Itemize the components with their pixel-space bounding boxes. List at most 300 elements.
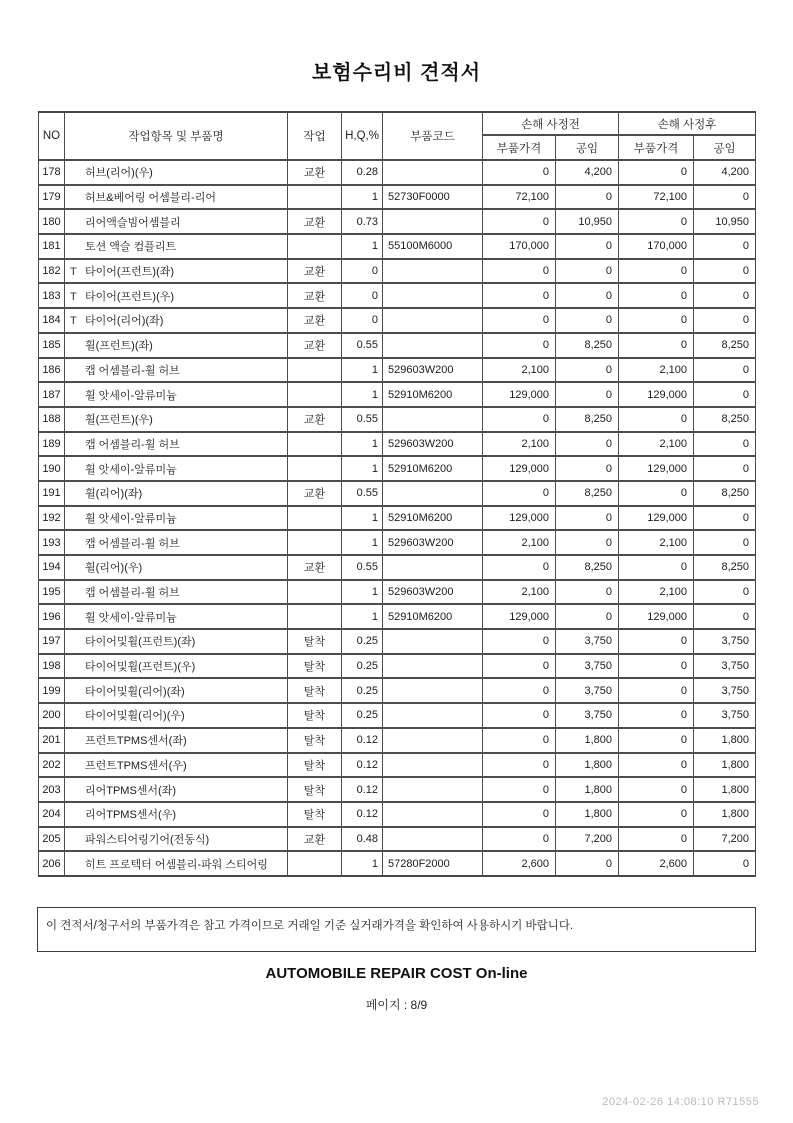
row-item-name xyxy=(65,629,288,654)
table-row xyxy=(39,259,756,284)
row-item-label: 타이어(리어)(좌) xyxy=(85,315,164,328)
row-no: 184 xyxy=(39,308,65,333)
row-item-name xyxy=(65,604,288,629)
timestamp-watermark: 2024-02-26 14:08:10 R71555 xyxy=(602,1096,759,1108)
row-work-type: 탈착 xyxy=(288,678,342,703)
table-row xyxy=(39,678,756,703)
row-item-label: 휠(리어)(좌) xyxy=(85,488,143,501)
row-item-name xyxy=(65,678,288,703)
row-after-labor: 7,200 xyxy=(694,827,756,852)
table-row xyxy=(39,432,756,457)
row-after-part-price: 0 xyxy=(619,777,694,802)
row-item-label: 리어TPMS센서(좌) xyxy=(85,784,177,797)
table-row xyxy=(39,629,756,654)
row-before-labor: 0 xyxy=(556,382,619,407)
row-hq-value: 0.12 xyxy=(342,753,383,778)
row-before-part-price: 129,000 xyxy=(483,506,556,531)
row-before-part-price: 170,000 xyxy=(483,234,556,259)
row-after-part-price: 2,100 xyxy=(619,432,694,457)
row-after-part-price: 0 xyxy=(619,728,694,753)
row-part-code xyxy=(383,827,483,852)
row-part-code xyxy=(383,407,483,432)
row-no: 192 xyxy=(39,506,65,531)
row-no: 204 xyxy=(39,802,65,827)
row-after-labor: 8,250 xyxy=(694,481,756,506)
row-item-prefix: T xyxy=(70,266,77,279)
row-item-label: 휠 앗세이-알류미늄 xyxy=(85,512,177,525)
row-item-name xyxy=(65,802,288,827)
row-hq-value: 0.25 xyxy=(342,629,383,654)
row-no: 197 xyxy=(39,629,65,654)
row-no: 194 xyxy=(39,555,65,580)
row-no: 202 xyxy=(39,753,65,778)
row-item-name xyxy=(65,851,288,876)
row-before-labor: 8,250 xyxy=(556,481,619,506)
col-header-item: 작업항목 및 부품명 xyxy=(65,112,288,160)
row-after-part-price: 129,000 xyxy=(619,506,694,531)
row-work-type: 교환 xyxy=(288,259,342,284)
row-part-code xyxy=(383,481,483,506)
table-row xyxy=(39,753,756,778)
table-row xyxy=(39,456,756,481)
row-item-name xyxy=(65,209,288,234)
row-work-type: 탈착 xyxy=(288,753,342,778)
row-item-label: 휠(프런트)(우) xyxy=(85,414,153,427)
price-notice-box xyxy=(37,907,756,952)
table-header-row-1 xyxy=(39,112,756,135)
row-after-labor: 0 xyxy=(694,283,756,308)
row-after-part-price: 0 xyxy=(619,481,694,506)
row-item-label: 허브&베어링 어셈블리-리어 xyxy=(85,192,216,205)
row-item-name xyxy=(65,777,288,802)
row-no: 178 xyxy=(39,160,65,185)
row-item-name xyxy=(65,382,288,407)
row-no: 198 xyxy=(39,654,65,679)
row-part-code xyxy=(383,753,483,778)
row-hq-value: 1 xyxy=(342,358,383,383)
row-part-code xyxy=(383,160,483,185)
row-hq-value: 0.55 xyxy=(342,555,383,580)
table-row xyxy=(39,333,756,358)
row-before-part-price: 0 xyxy=(483,654,556,679)
row-after-labor: 1,800 xyxy=(694,728,756,753)
row-part-code: 529603W200 xyxy=(383,530,483,555)
row-item-label: 휠 앗세이-알류미늄 xyxy=(85,611,177,624)
row-after-part-price: 0 xyxy=(619,555,694,580)
row-hq-value: 0.12 xyxy=(342,777,383,802)
row-no: 180 xyxy=(39,209,65,234)
row-after-labor: 3,750 xyxy=(694,703,756,728)
row-after-part-price: 0 xyxy=(619,308,694,333)
row-part-code xyxy=(383,283,483,308)
row-item-label: 허브(리어)(우) xyxy=(85,167,153,180)
row-no: 196 xyxy=(39,604,65,629)
row-work-type xyxy=(288,851,342,876)
row-after-labor: 0 xyxy=(694,259,756,284)
row-no: 193 xyxy=(39,530,65,555)
table-row xyxy=(39,382,756,407)
row-item-label: 휠 앗세이-알류미늄 xyxy=(85,389,177,402)
row-after-labor: 0 xyxy=(694,308,756,333)
row-hq-value: 1 xyxy=(342,580,383,605)
row-part-code: 52910M6200 xyxy=(383,382,483,407)
row-work-type: 교환 xyxy=(288,827,342,852)
row-no: 179 xyxy=(39,185,65,210)
row-item-label: 토션 액슬 컴플리트 xyxy=(85,241,177,254)
row-after-labor: 3,750 xyxy=(694,678,756,703)
row-before-labor: 0 xyxy=(556,283,619,308)
row-before-labor: 4,200 xyxy=(556,160,619,185)
row-item-label: 휠(프런트)(좌) xyxy=(85,340,153,353)
row-after-part-price: 0 xyxy=(619,654,694,679)
row-after-part-price: 0 xyxy=(619,333,694,358)
row-item-name xyxy=(65,506,288,531)
row-hq-value: 0.55 xyxy=(342,481,383,506)
row-after-labor: 0 xyxy=(694,432,756,457)
row-item-name xyxy=(65,481,288,506)
row-after-part-price: 0 xyxy=(619,259,694,284)
row-before-part-price: 2,100 xyxy=(483,432,556,457)
row-before-part-price: 0 xyxy=(483,259,556,284)
row-hq-value: 1 xyxy=(342,432,383,457)
row-before-labor: 0 xyxy=(556,308,619,333)
row-part-code xyxy=(383,728,483,753)
row-part-code xyxy=(383,333,483,358)
row-item-name xyxy=(65,703,288,728)
row-work-type: 탈착 xyxy=(288,629,342,654)
row-before-part-price: 0 xyxy=(483,209,556,234)
row-part-code: 57280F2000 xyxy=(383,851,483,876)
row-work-type: 탈착 xyxy=(288,802,342,827)
row-item-label: 타이어(프런트)(좌) xyxy=(85,266,175,279)
row-work-type xyxy=(288,234,342,259)
row-part-code xyxy=(383,259,483,284)
row-work-type: 교환 xyxy=(288,555,342,580)
row-before-labor: 0 xyxy=(556,580,619,605)
table-row xyxy=(39,308,756,333)
row-item-name xyxy=(65,185,288,210)
row-before-part-price: 0 xyxy=(483,703,556,728)
row-before-part-price: 129,000 xyxy=(483,604,556,629)
row-work-type: 교환 xyxy=(288,209,342,234)
row-hq-value: 0 xyxy=(342,259,383,284)
col-header-before-labor: 공임 xyxy=(556,135,619,160)
row-after-labor: 8,250 xyxy=(694,407,756,432)
row-before-part-price: 2,100 xyxy=(483,358,556,383)
row-before-labor: 0 xyxy=(556,358,619,383)
row-item-label: 프런트TPMS센서(좌) xyxy=(85,735,187,748)
row-work-type xyxy=(288,432,342,457)
row-before-labor: 3,750 xyxy=(556,678,619,703)
row-after-labor: 3,750 xyxy=(694,654,756,679)
row-before-labor: 3,750 xyxy=(556,703,619,728)
row-item-label: 캡 어셈블리-휠 허브 xyxy=(85,587,180,600)
row-part-code xyxy=(383,777,483,802)
row-before-labor: 8,250 xyxy=(556,407,619,432)
table-row xyxy=(39,209,756,234)
row-no: 200 xyxy=(39,703,65,728)
repair-estimate-table xyxy=(38,111,756,877)
row-item-label: 휠 앗세이-알류미늄 xyxy=(85,463,177,476)
row-no: 195 xyxy=(39,580,65,605)
row-part-code: 529603W200 xyxy=(383,358,483,383)
row-before-labor: 0 xyxy=(556,851,619,876)
row-before-part-price: 2,100 xyxy=(483,530,556,555)
row-after-labor: 0 xyxy=(694,851,756,876)
row-item-name xyxy=(65,432,288,457)
row-item-label: 캡 어셈블리-휠 허브 xyxy=(85,537,180,550)
row-part-code: 55100M6000 xyxy=(383,234,483,259)
row-hq-value: 0 xyxy=(342,308,383,333)
row-after-part-price: 0 xyxy=(619,629,694,654)
row-before-labor: 0 xyxy=(556,530,619,555)
table-row xyxy=(39,283,756,308)
table-row xyxy=(39,160,756,185)
row-before-labor: 8,250 xyxy=(556,333,619,358)
table-row xyxy=(39,481,756,506)
row-after-part-price: 0 xyxy=(619,209,694,234)
table-row xyxy=(39,604,756,629)
row-after-labor: 0 xyxy=(694,530,756,555)
row-before-labor: 1,800 xyxy=(556,802,619,827)
table-row xyxy=(39,802,756,827)
row-after-labor: 0 xyxy=(694,234,756,259)
row-hq-value: 0.12 xyxy=(342,802,383,827)
row-item-name xyxy=(65,728,288,753)
row-hq-value: 1 xyxy=(342,851,383,876)
row-item-label: 휠(리어)(우) xyxy=(85,562,143,575)
row-work-type: 탈착 xyxy=(288,654,342,679)
col-header-hq: H,Q,% xyxy=(342,112,383,160)
row-before-part-price: 129,000 xyxy=(483,382,556,407)
row-after-part-price: 129,000 xyxy=(619,456,694,481)
row-item-prefix: T xyxy=(70,315,77,328)
row-work-type: 교환 xyxy=(288,407,342,432)
row-before-labor: 3,750 xyxy=(556,654,619,679)
row-hq-value: 0.73 xyxy=(342,209,383,234)
row-item-name xyxy=(65,259,288,284)
row-item-label: 히트 프로텍터 어셈블리-파워 스티어링 xyxy=(85,858,268,871)
row-item-name xyxy=(65,654,288,679)
row-item-name xyxy=(65,555,288,580)
col-header-no: NO xyxy=(39,112,65,160)
row-no: 181 xyxy=(39,234,65,259)
row-after-part-price: 129,000 xyxy=(619,604,694,629)
row-item-label: 타이어및휠(프런트)(좌) xyxy=(85,636,196,649)
row-before-part-price: 0 xyxy=(483,283,556,308)
row-work-type: 교환 xyxy=(288,333,342,358)
row-part-code xyxy=(383,703,483,728)
row-item-name xyxy=(65,580,288,605)
table-row xyxy=(39,555,756,580)
row-before-part-price: 2,100 xyxy=(483,580,556,605)
row-before-part-price: 0 xyxy=(483,333,556,358)
table-header xyxy=(39,112,756,160)
row-after-labor: 10,950 xyxy=(694,209,756,234)
row-part-code: 52910M6200 xyxy=(383,506,483,531)
table-row xyxy=(39,234,756,259)
row-after-labor: 1,800 xyxy=(694,777,756,802)
row-item-name xyxy=(65,234,288,259)
row-before-part-price: 0 xyxy=(483,407,556,432)
row-part-code xyxy=(383,209,483,234)
row-before-part-price: 0 xyxy=(483,728,556,753)
table-body xyxy=(39,160,756,876)
row-part-code xyxy=(383,678,483,703)
row-before-part-price: 0 xyxy=(483,481,556,506)
row-item-name xyxy=(65,407,288,432)
table-row xyxy=(39,580,756,605)
row-hq-value: 1 xyxy=(342,185,383,210)
table-row xyxy=(39,777,756,802)
row-after-labor: 0 xyxy=(694,185,756,210)
row-after-part-price: 2,100 xyxy=(619,530,694,555)
row-before-part-price: 0 xyxy=(483,308,556,333)
row-after-part-price: 0 xyxy=(619,753,694,778)
row-hq-value: 0.25 xyxy=(342,703,383,728)
row-after-labor: 8,250 xyxy=(694,333,756,358)
row-hq-value: 0.25 xyxy=(342,654,383,679)
row-item-name xyxy=(65,456,288,481)
row-after-part-price: 170,000 xyxy=(619,234,694,259)
row-after-part-price: 0 xyxy=(619,802,694,827)
page-title: 보험수리비 견적서 xyxy=(311,62,482,84)
row-part-code xyxy=(383,555,483,580)
row-hq-value: 0.28 xyxy=(342,160,383,185)
row-work-type xyxy=(288,382,342,407)
row-before-labor: 1,800 xyxy=(556,777,619,802)
row-before-part-price: 0 xyxy=(483,160,556,185)
row-before-part-price: 0 xyxy=(483,629,556,654)
col-header-after-part-price: 부품가격 xyxy=(619,135,694,160)
row-hq-value: 0 xyxy=(342,283,383,308)
row-no: 183 xyxy=(39,283,65,308)
row-after-labor: 0 xyxy=(694,456,756,481)
row-item-label: 리어액슬빔어셈블리 xyxy=(85,216,181,229)
row-item-label: 리어TPMS센서(우) xyxy=(85,809,177,822)
row-hq-value: 0.25 xyxy=(342,678,383,703)
row-item-name xyxy=(65,753,288,778)
row-no: 186 xyxy=(39,358,65,383)
row-after-part-price: 2,100 xyxy=(619,580,694,605)
row-before-labor: 8,250 xyxy=(556,555,619,580)
row-item-label: 타이어및휠(리어)(우) xyxy=(85,710,185,723)
table-row xyxy=(39,728,756,753)
row-item-label: 캡 어셈블리-휠 허브 xyxy=(85,438,180,451)
row-no: 187 xyxy=(39,382,65,407)
row-no: 203 xyxy=(39,777,65,802)
row-no: 191 xyxy=(39,481,65,506)
row-hq-value: 0.48 xyxy=(342,827,383,852)
table-row xyxy=(39,703,756,728)
row-item-name xyxy=(65,283,288,308)
row-before-labor: 7,200 xyxy=(556,827,619,852)
row-work-type xyxy=(288,530,342,555)
row-work-type: 탈착 xyxy=(288,703,342,728)
row-before-labor: 1,800 xyxy=(556,728,619,753)
row-before-part-price: 72,100 xyxy=(483,185,556,210)
row-no: 206 xyxy=(39,851,65,876)
row-before-part-price: 129,000 xyxy=(483,456,556,481)
row-no: 188 xyxy=(39,407,65,432)
row-item-label: 프런트TPMS센서(우) xyxy=(85,759,187,772)
row-after-labor: 1,800 xyxy=(694,753,756,778)
row-hq-value: 0.55 xyxy=(342,333,383,358)
row-after-part-price: 129,000 xyxy=(619,382,694,407)
row-before-labor: 0 xyxy=(556,185,619,210)
row-item-name xyxy=(65,530,288,555)
row-work-type xyxy=(288,506,342,531)
row-before-labor: 3,750 xyxy=(556,629,619,654)
row-item-name xyxy=(65,160,288,185)
row-hq-value: 1 xyxy=(342,456,383,481)
row-after-labor: 3,750 xyxy=(694,629,756,654)
row-after-labor: 4,200 xyxy=(694,160,756,185)
col-header-before-group: 손해 사정전 xyxy=(483,112,619,135)
row-part-code: 529603W200 xyxy=(383,580,483,605)
row-part-code: 52730F0000 xyxy=(383,185,483,210)
table-row xyxy=(39,185,756,210)
row-no: 185 xyxy=(39,333,65,358)
table-row xyxy=(39,407,756,432)
row-work-type xyxy=(288,456,342,481)
table-row xyxy=(39,506,756,531)
table-row xyxy=(39,530,756,555)
row-after-part-price: 2,600 xyxy=(619,851,694,876)
row-work-type xyxy=(288,580,342,605)
row-after-part-price: 0 xyxy=(619,827,694,852)
row-after-part-price: 0 xyxy=(619,678,694,703)
col-header-work: 작업 xyxy=(288,112,342,160)
row-after-labor: 0 xyxy=(694,580,756,605)
price-notice-text: 이 견적서/청구서의 부품가격은 참고 가격이므로 거래일 기준 실거래가격을 확인하여 사용하시기 바랍니다. xyxy=(46,919,574,932)
col-header-after-labor: 공임 xyxy=(694,135,756,160)
row-work-type: 교환 xyxy=(288,308,342,333)
row-after-part-price: 0 xyxy=(619,160,694,185)
row-hq-value: 1 xyxy=(342,604,383,629)
row-before-labor: 0 xyxy=(556,456,619,481)
row-no: 190 xyxy=(39,456,65,481)
row-work-type: 교환 xyxy=(288,481,342,506)
row-after-labor: 0 xyxy=(694,604,756,629)
row-hq-value: 1 xyxy=(342,382,383,407)
row-after-labor: 0 xyxy=(694,382,756,407)
row-before-part-price: 0 xyxy=(483,827,556,852)
row-part-code xyxy=(383,308,483,333)
row-item-label: 캡 어셈블리-휠 허브 xyxy=(85,364,180,377)
row-part-code xyxy=(383,629,483,654)
row-part-code: 52910M6200 xyxy=(383,456,483,481)
row-after-labor: 1,800 xyxy=(694,802,756,827)
row-no: 189 xyxy=(39,432,65,457)
row-before-part-price: 2,600 xyxy=(483,851,556,876)
row-work-type xyxy=(288,604,342,629)
row-after-part-price: 72,100 xyxy=(619,185,694,210)
row-before-labor: 0 xyxy=(556,234,619,259)
row-hq-value: 0.55 xyxy=(342,407,383,432)
table-row xyxy=(39,654,756,679)
row-item-prefix: T xyxy=(70,290,77,303)
row-after-part-price: 0 xyxy=(619,407,694,432)
row-part-code: 52910M6200 xyxy=(383,604,483,629)
row-after-labor: 0 xyxy=(694,358,756,383)
row-part-code xyxy=(383,802,483,827)
row-before-labor: 10,950 xyxy=(556,209,619,234)
col-header-after-group: 손해 사정후 xyxy=(619,112,756,135)
table-row xyxy=(39,358,756,383)
row-after-part-price: 0 xyxy=(619,283,694,308)
row-hq-value: 0.12 xyxy=(342,728,383,753)
